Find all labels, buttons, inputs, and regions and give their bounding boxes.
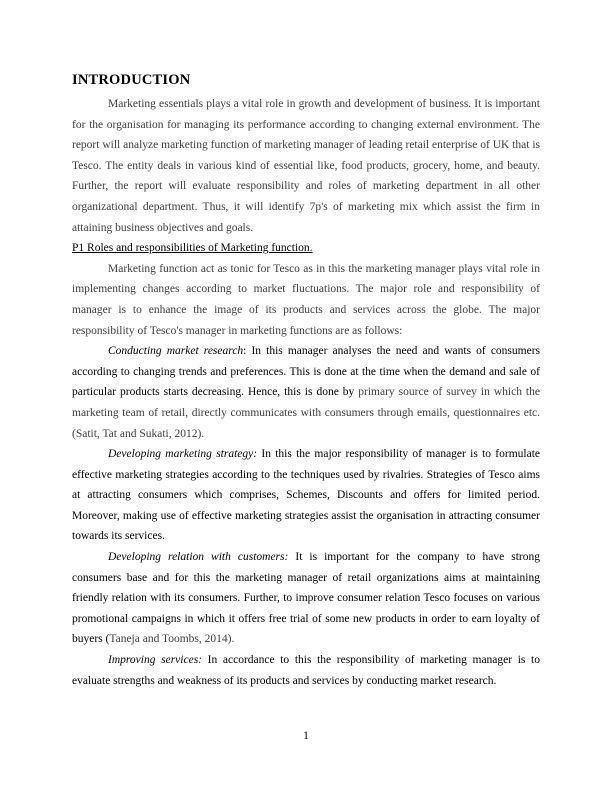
responsibility-term: Conducting market research [108,345,244,358]
responsibility-term: Developing relation with customers: [108,551,289,564]
responsibility-text: In this manager analyses the need and wants of consumers according to changing trends and preferences. This is done at the time when the demand and sale of particular products starts decreasing. Hence, this is done by [72,345,540,399]
responsibility-paragraph [72,547,540,650]
responsibility-text: It is important for the company to have strong consumers base and for this the marketing manager of retail organizations aims at maintaining friendly relation with its consumers. Further, to improve consumer relation Tesco focuses on various promotional campaigns in which it offers free trial of some new products in order to earn loyalty of buyers ( [72,551,540,646]
responsibility-citation-text: primary source of survey in which the marketing team of retail, directly communicates with consumers through emails, questionnaires etc. (Satit, Tat and Sukati, 2012). [72,386,540,440]
page-heading: INTRODUCTION [72,72,191,88]
responsibility-term: Improving services: [108,654,202,667]
section-title: P1 Roles and responsibilities of Marketing function. [72,242,313,255]
responsibility-paragraph [72,341,540,444]
responsibility-text: In this the major responsibility of manager is to formulate effective marketing strategies according to the techniques used by rivalries. Strategies of Tesco aims at attracting consumers which comprises, Schemes, Discounts and offers for limited period. Moreover, making use of effective marketing strategies assist the organisation in attracting consumer towards its services. [72,448,541,543]
responsibility-paragraph [72,650,540,691]
page-number: 1 [303,730,309,742]
responsibility-text: In accordance to this the responsibility of marketing manager is to evaluate strengths and weakness of its products and services by conducting market research. [72,654,540,687]
intro-paragraph: Marketing essentials plays a vital role in growth and development of business. It is important for the organisation for managing its performance according to changing external environment. The report will analyze marketing function of marketing manager of leading retail enterprise of UK that is Tesco. The entity deals in various kind of essential like, food products, grocery, home, and beauty. Further, the report will evaluate responsibility and roles of marketing department in all other organizational department. Thus, it will identify 7p's of marketing mix which assist the firm in attaining business objectives and goals. [72,98,540,234]
responsibility-paragraph [72,444,540,547]
term-separator: : [243,345,252,358]
responsibility-term: Developing marketing strategy: [108,448,258,461]
responsibility-citation-text: Taneja and Toombs, 2014). [109,633,235,646]
document-page [72,70,540,691]
section-intro-paragraph: Marketing function act as tonic for Tesco as in this the marketing manager plays vital role in implementing changes according to market fluctuations. The major role and responsibility of manager is to enhance the image of its products and services across the globe. The major responsibility of Tesco's manager in marketing functions are as follows: [72,262,540,337]
